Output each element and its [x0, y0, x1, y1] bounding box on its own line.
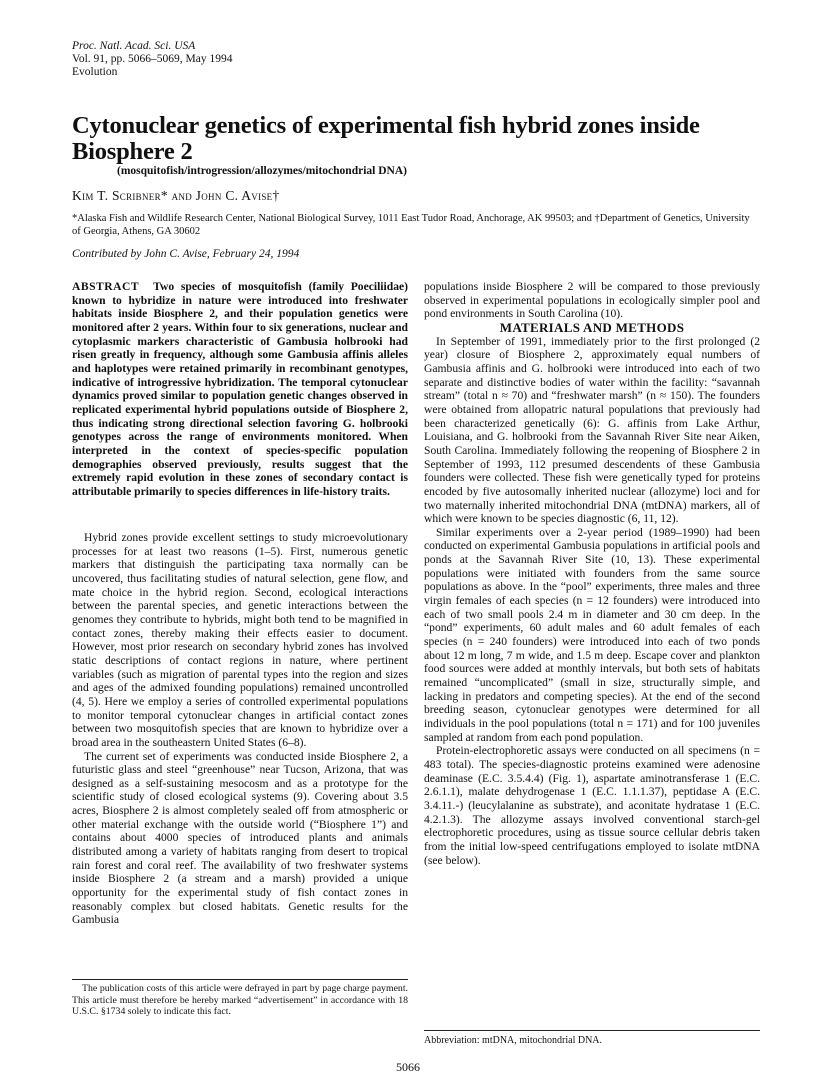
keywords: (mosquitofish/introgression/allozymes/mitochondrial DNA)	[117, 165, 407, 177]
abstract-label: ABSTRACT	[72, 280, 140, 293]
methods-paragraph-1: In September of 1991, immediately prior to the first prolonged (2 year) closure of Biosphere 2, approximately equal numbers of Gambusia affinis and G. holbrooki were introduced into each of two separate and distinctive bodies of water within the facility: “savannah stream” (total n ≈ 70) and “freshwater marsh” (n ≈ 150). The founders were obtained from allopatric natural populations that previously had been characterized genetically (6): G. affinis from Lake Arthur, Louisiana, and G. holbrooki from the Savannah River Site near Aiken, South Carolina. Immediately following the reopening of Biosphere 2 in September of 1993, 112 presumed descendents of these Gambusia founders were collected. These fish were genetically typed for proteins encoded by five autosomally inherited nuclear (allozyme) loci and for two maternally inherited mitochondrial DNA (mtDNA) markers, all of which were known to be species diagnostic (6, 11, 12).	[424, 334, 760, 526]
publication-footnote	[72, 983, 408, 1018]
footnote-text: The publication costs of this article were defrayed in part by page charge payment. This article must therefore be hereby marked “advertisement” in accordance with 18 U.S.C. §1734 solely to indicate this fact.	[72, 983, 408, 1017]
abstract-text: Two species of mosquitofish (family Poeciliidae) known to hybridize in nature were introduced into freshwater habitats inside Biosphere 2, and their population genetics were monitored after 2 years. Within four to six generations, nuclear and cytoplasmic markers characteristic of Gambusia holbrooki had risen greatly in frequency, although some Gambusia affinis alleles and haplotypes were retained primarily in recombinant genotypes, indicative of introgressive hybridization. The temporal cytonuclear dynamics proved similar to population genetic changes observed in replicated experimental hybrid populations outside of Biosphere 2, thus indicating strong directional selection favoring G. holbrooki genotypes across the range of environments monitored. When interpreted in the context of species-specific population demographies observed previously, results suggest that the extremely rapid evolution in these zones of secondary contact is attributable primarily to species differences in life-history traits.	[72, 280, 408, 498]
journal-name: Proc. Natl. Acad. Sci. USA	[72, 40, 196, 52]
footnote-divider	[72, 979, 408, 980]
abbreviation-note: Abbreviation: mtDNA, mitochondrial DNA.	[424, 1035, 603, 1046]
contributed-line: Contributed by John C. Avise, February 24, 1994	[72, 248, 300, 260]
intro-paragraph-1: Hybrid zones provide excellent settings to study microevolutionary processes for at least two reasons (1–5). First, numerous genetic markers that distinguish the participating taxa normally can be uncovered, thus facilitating studies of natural selection, gene flow, and mate choice in the hybrid region. Second, ecological interactions between the parental species, and genetic interactions between the genomes they contribute to hybrids, might both tend to be magnified in contact zones, thereby making their effects easier to document. However, most prior research on secondary hybrid zones has involved static descriptions of contact regions in nature, where pertinent variables (such as migration of parental types into the region and sizes and ages of the admixed founding populations) remained uncontrolled (4, 5). Here we employ a series of controlled experimental populations to monitor temporal cytonuclear changes in artificial contact zones between two mosquitofish species that are known to hybridize over a broad area in the southeastern United States (6–8).	[72, 531, 408, 749]
intro-continuation: populations inside Biosphere 2 will be compared to those previously observed in experimental populations in ecologically simpler pool and pond environments in South Carolina (10).	[424, 280, 760, 321]
methods-paragraph-2: Similar experiments over a 2-year period (1989–1990) had been conducted on experimental Gambusia populations in artificial pools and ponds at the Savannah River Site (10, 13). These experimental populations were initiated with founders from the same source populations as above. In the “pool” experiments, three males and three virgin females of each species (n = 12 founders) were introduced into each of two small pools 2.4 m in diameter and 30 cm deep. In the “pond” experiments, 60 adult males and 60 adult females of each species (n = 240 founders) were introduced into each of two ponds about 12 m long, 7 m wide, and 1.5 m deep. Escape cover and plankton food sources were added at monthly intervals, but both sets of habitats remained “uncomplicated” (small in size, structurally simple, and lacking in predators and competing species). At the end of the second breeding season, cytonuclear genotypes were determined for all individuals in the pool populations (total n = 171) and for 100 juveniles sampled at random from each pond population.	[424, 525, 760, 744]
journal-header	[72, 40, 232, 79]
page-number: 5066	[396, 1060, 420, 1074]
abbreviation-divider	[424, 1030, 760, 1031]
abstract	[72, 280, 408, 499]
affiliation: *Alaska Fish and Wildlife Research Center, National Biological Survey, 1011 East Tudor Road, Anchorage, AK 99503; and †Department of Genetics, University of Georgia, Athens, GA 30602	[72, 213, 750, 237]
section-label: Evolution	[72, 66, 118, 78]
left-column-body	[72, 531, 408, 927]
methods-paragraph-3: Protein-electrophoretic assays were conducted on all specimens (n = 483 total). The species-diagnostic proteins examined were adenosine deaminase (E.C. 3.5.4.4) (Fig. 1), aspartate aminotransferase 1 (E.C. 2.6.1.1), malate dehydrogenase 1 (E.C. 1.1.1.37), peptidase A (E.C. 3.4.11.-) (leucylalanine as substrate), and aconitate hydratase 1 (E.C. 4.2.1.3). The allozyme assays involved conventional starch-gel electrophoretic procedures, using as tissue source cellular debris taken from the initial low-speed centrifugations employed to isolate mtDNA (see below).	[424, 744, 760, 867]
volume-line: Vol. 91, pp. 5066–5069, May 1994	[72, 53, 233, 65]
methods-heading: MATERIALS AND METHODS	[499, 319, 685, 335]
right-column	[424, 280, 760, 867]
intro-paragraph-2: The current set of experiments was conducted inside Biosphere 2, a futuristic glass and steel “greenhouse” near Tucson, Arizona, that was designed as a self-sustaining mesocosm and as a prototype for the scientific study of closed ecological systems (9). Covering about 3.5 acres, Biosphere 2 is almost completely sealed off from atmospheric or other material exchange with the outside world (“Biosphere 1”) and contains about 4000 species of introduced plants and animals distributed among a variety of habitats ranging from desert to tropical rain forest and coral reef. The availability of two freshwater systems inside Biosphere 2 (a stream and a marsh) provided a unique opportunity for the experimental study of fish contact zones in reasonably complex but closed habitats. Genetic results for the Gambusia	[72, 749, 408, 927]
authors: Kim T. Scribner* and John C. Avise†	[72, 188, 280, 203]
article-title: Cytonuclear genetics of experimental fish hybrid zones inside Biosphere 2	[72, 112, 700, 165]
